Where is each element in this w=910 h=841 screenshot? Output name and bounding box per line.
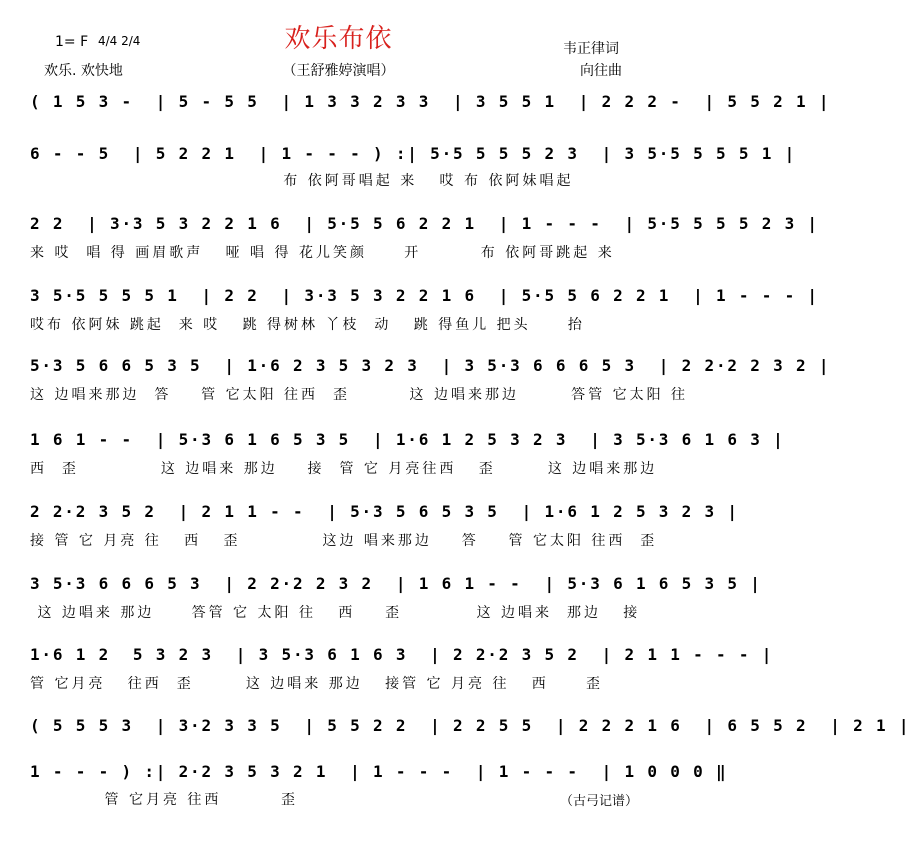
song-subtitle: （王舒雅婷演唱） [282, 63, 395, 79]
time-signature: 4/4 2/4 [98, 34, 141, 48]
lyricist: 韦正律词 [563, 41, 619, 57]
lyrics-line: 这 边唱来 那边 答管 它 太阳 往 西 歪 这 边唱来 那边 接 [30, 605, 641, 621]
notes-line: 1 6 1 - - | 5·3 6 1 6 5 3 5 | 1·6 1 2 5 3 2 3 | 3 5·3 6 1 6 3 | [30, 430, 785, 449]
notes-line: 1 - - - ) :| 2·2 3 5 3 2 1 | 1 - - - | 1 - - - | 1 0 0 0 ‖ [30, 762, 728, 781]
lyrics-line: 来 哎 唱 得 画眉歌声 哑 唱 得 花儿笑颜 开 布 依阿哥跳起 来 [30, 245, 615, 261]
lyrics-line: 布 依阿哥唱起 来 哎 布 依阿妹唱起 [30, 173, 574, 189]
lyrics-line: 这 边唱来那边 答 管 它太阳 往西 歪 这 边唱来那边 答管 它太阳 往 [30, 387, 689, 403]
lyrics-line: 哎布 依阿妹 跳起 来 哎 跳 得树林 丫枝 动 跳 得鱼儿 把头 抬 [30, 317, 585, 333]
lyrics-line: 管 它月亮 往西 歪 这 边唱来 那边 接管 它 月亮 往 西 歪 [30, 676, 604, 692]
transcriber-note: （古弓记谱） [560, 794, 639, 809]
notes-line: 2 2 | 3·3 5 3 2 2 1 6 | 5·5 5 6 2 2 1 | 1 - - - | 5·5 5 5 5 2 3 | [30, 214, 819, 233]
notes-line: 6 - - 5 | 5 2 2 1 | 1 - - - ) :| 5·5 5 5 5 2 3 | 3 5·5 5 5 5 1 | [30, 144, 796, 163]
notes-line: 5·3 5 6 6 5 3 5 | 1·6 2 3 5 3 2 3 | 3 5·3 6 6 6 5 3 | 2 2·2 2 3 2 | [30, 356, 831, 375]
notes-line: ( 5 5 5 3 | 3·2 3 3 5 | 5 5 2 2 | 2 2 5 5 | 2 2 2 1 6 | 6 5 5 2 | 2 1 | [30, 716, 910, 735]
notes-line: ( 1 5 3 - | 5 - 5 5 | 1 3 3 2 3 3 | 3 5 5 1 | 2 2 2 - | 5 5 2 1 | [30, 92, 831, 111]
key-signature: 1= F [55, 34, 89, 50]
notes-line: 1·6 1 2 5 3 2 3 | 3 5·3 6 1 6 3 | 2 2·2 3 5 2 | 2 1 1 - - - | [30, 645, 774, 664]
notes-line: 2 2·2 3 5 2 | 2 1 1 - - | 5·3 5 6 5 3 5 | 1·6 1 2 5 3 2 3 | [30, 502, 739, 521]
lyrics-line: 管 它月亮 往西 歪 [30, 792, 299, 808]
lyrics-line: 西 歪 这 边唱来 那边 接 管 它 月亮往西 歪 这 边唱来那边 [30, 461, 658, 477]
tempo-marking: 欢乐. 欢快地 [44, 63, 123, 79]
song-title: 欢乐布依 [284, 24, 393, 54]
notes-line: 3 5·5 5 5 5 1 | 2 2 | 3·3 5 3 2 2 1 6 | 5·5 5 6 2 2 1 | 1 - - - | [30, 286, 819, 305]
composer: 向往曲 [580, 63, 622, 79]
notes-line: 3 5·3 6 6 6 5 3 | 2 2·2 2 3 2 | 1 6 1 - - | 5·3 6 1 6 5 3 5 | [30, 574, 762, 593]
lyrics-line: 接 管 它 月亮 往 西 歪 这边 唱来那边 答 管 它太阳 往西 歪 [30, 533, 658, 549]
